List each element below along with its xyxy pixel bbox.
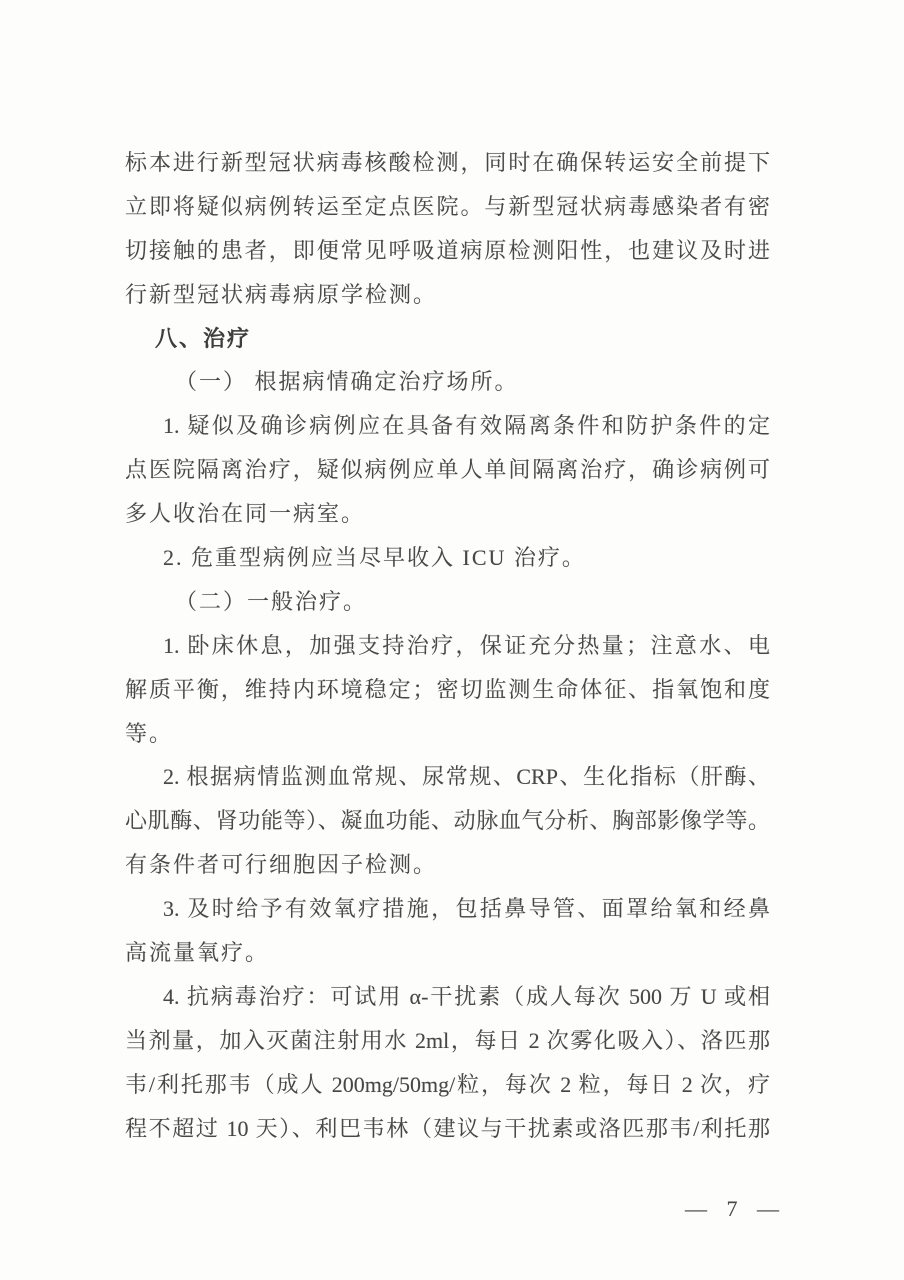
- text-line: 1. 卧床休息，加强支持治疗，保证充分热量；注意水、电: [163, 632, 770, 658]
- page-footer: [0, 1196, 904, 1222]
- text-line: 多人收治在同一病室。: [125, 501, 366, 527]
- text-line: 1. 疑似及确诊病例应在具备有效隔离条件和防护条件的定: [163, 413, 770, 439]
- section-heading: 八、治疗: [155, 325, 252, 351]
- text-line: 标本进行新型冠状病毒核酸检测，同时在确保转运安全前提下: [125, 150, 770, 175]
- text-line: 解质平衡，维持内环境稳定；密切监测生命体征、指氧饱和度: [125, 676, 770, 702]
- text-line: 3. 及时给予有效氧疗措施，包括鼻导管、面罩给氧和经鼻: [163, 896, 770, 922]
- text-line: 心肌酶、肾功能等）、凝血功能、动脉血气分析、胸部影像学等。: [125, 808, 770, 834]
- text-line: 切接触的患者，即便常见呼吸道病原检测阳性，也建议及时进: [125, 237, 770, 263]
- document-body: [125, 141, 770, 1150]
- text-line: （二）一般治疗。: [175, 588, 368, 614]
- text-line: 等。: [125, 720, 174, 746]
- page-number: — 7 —: [685, 1196, 780, 1221]
- text-line: 有条件者可行细胞因子检测。: [125, 852, 438, 878]
- text-line: 高流量氧疗。: [125, 940, 270, 966]
- text-line: 程不超过 10 天）、利巴韦林（建议与干扰素或洛匹那韦/利托那: [125, 1115, 770, 1141]
- text-line: 2. 根据病情监测血常规、尿常规、CRP、生化指标（肝酶、: [163, 764, 770, 790]
- text-line: （一） 根据病情确定治疗场所。: [175, 369, 519, 395]
- text-line: 当剂量，加入灭菌注射用水 2ml，每日 2 次雾化吸入）、洛匹那: [125, 1027, 770, 1053]
- text-line: 行新型冠状病毒病原学检测。: [125, 281, 438, 307]
- text-line: 4. 抗病毒治疗：可试用 α-干扰素（成人每次 500 万 U 或相: [163, 983, 770, 1009]
- text-line: 点医院隔离治疗，疑似病例应单人单间隔离治疗，确诊病例可: [125, 457, 770, 483]
- text-line: 立即将疑似病例转运至定点医院。与新型冠状病毒感染者有密: [125, 193, 770, 219]
- text-line: 2. 危重型病例应当尽早收入 ICU 治疗。: [163, 545, 586, 571]
- text-line: 韦/利托那韦（成人 200mg/50mg/粒，每次 2 粒，每日 2 次，疗: [125, 1071, 770, 1097]
